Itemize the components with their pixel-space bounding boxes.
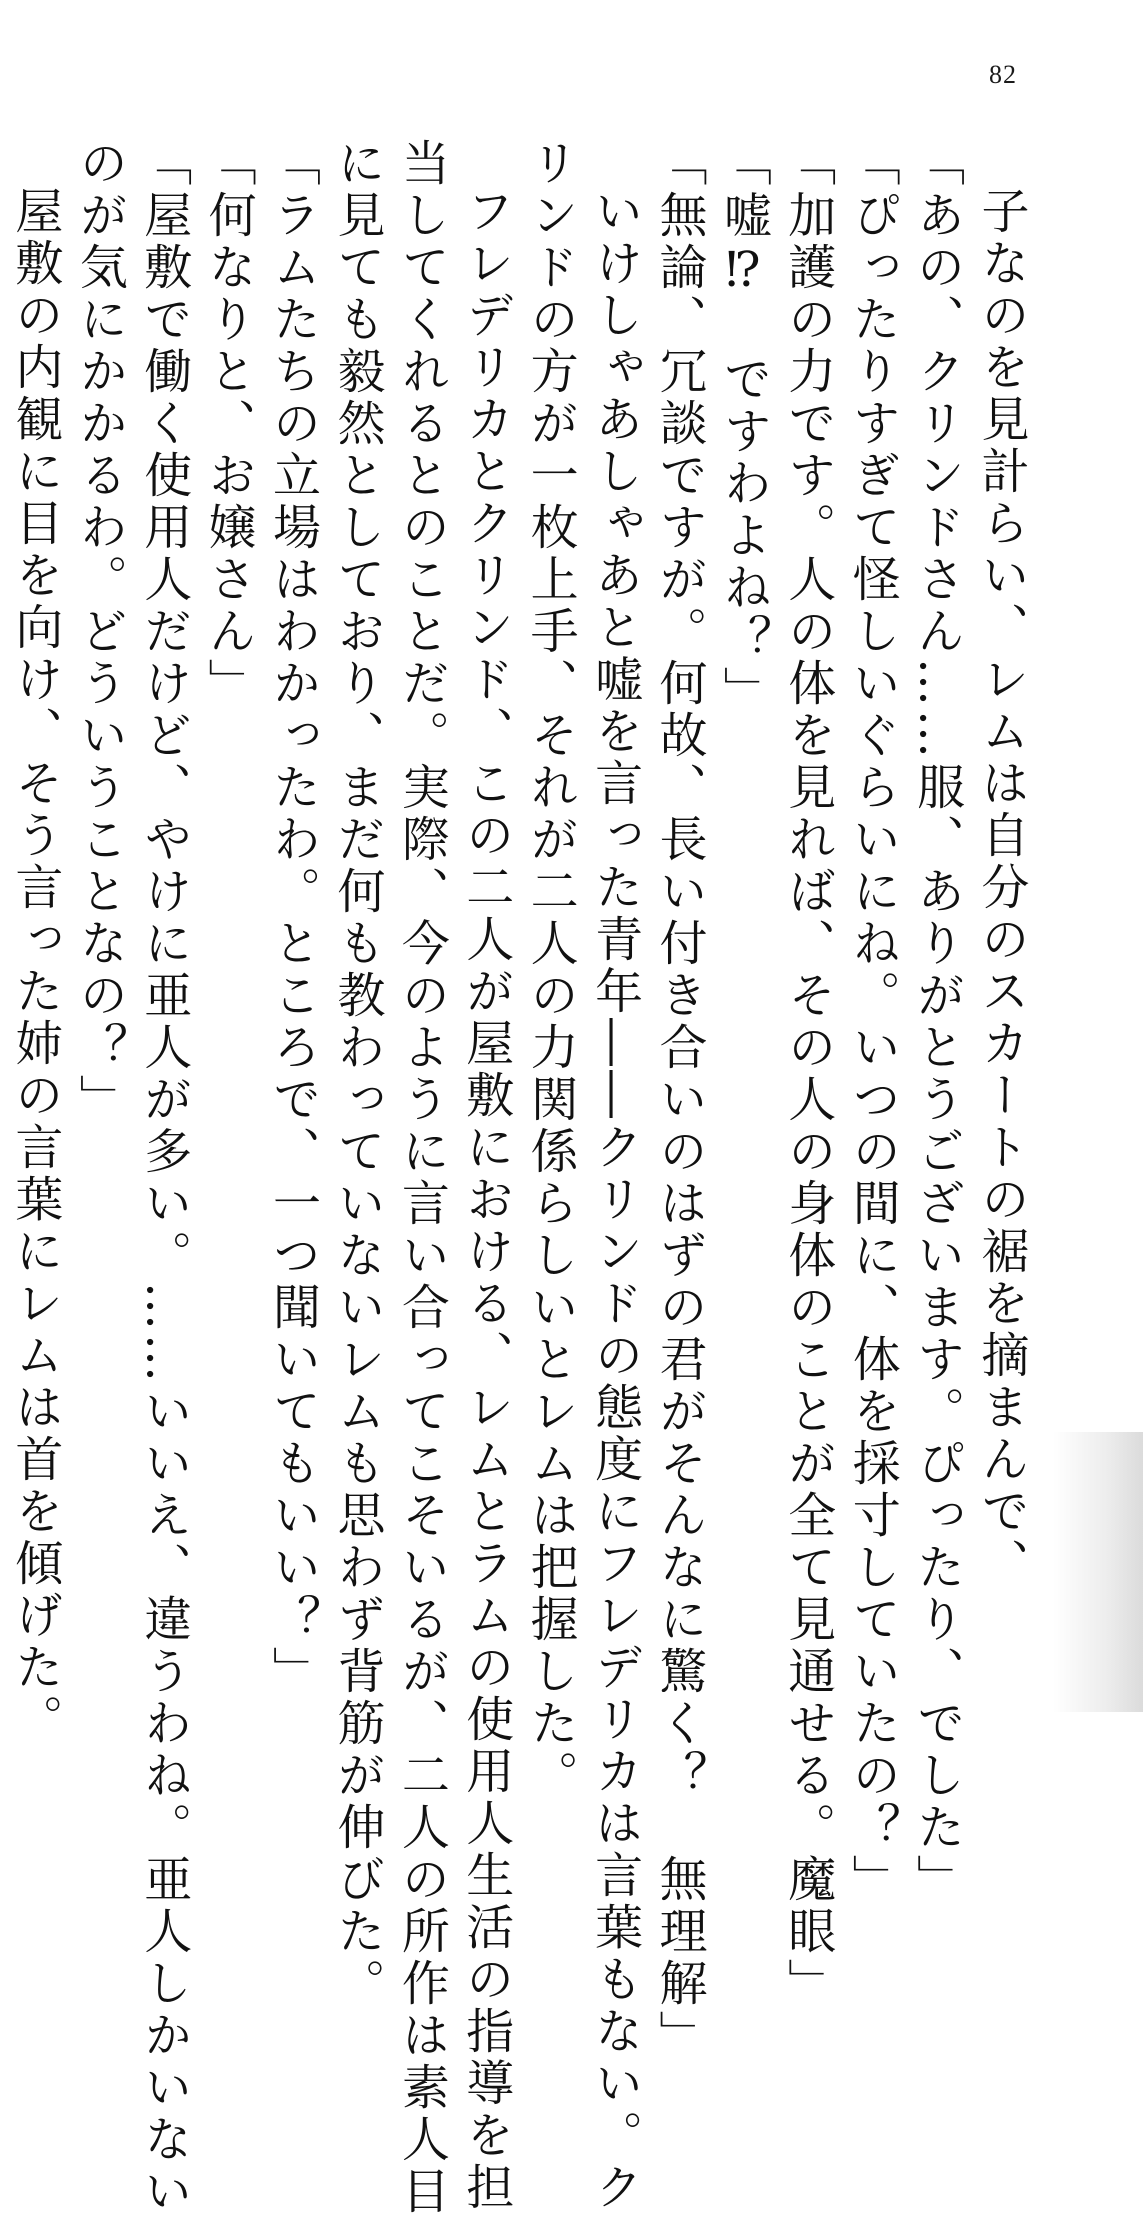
text-line: 「何なりと、お嬢さん」 <box>200 138 257 710</box>
text-line: 「加護の力です。人の体を見れば、その人の身体のことが全て見通せる。魔眼」 <box>779 138 836 2010</box>
text-line: 「屋敷で働く使用人だけど、やけに亜人が多い。……いいえ、違うわね。亜人しかいない <box>135 138 192 2218</box>
page-number: 82 <box>989 60 1017 89</box>
text-line: 「ぴったりすぎて怪しいぐらいにね。いつの間に、体を採寸していたの？」 <box>844 138 901 1906</box>
text-line: 「無論、冗談ですが。何故、長い付き合いのはずの君がそんなに驚く？ 無理解」 <box>650 138 707 2062</box>
text-line: リンドの方が一枚上手、それが二人の力関係らしいとレムは把握した。 <box>522 138 579 1802</box>
text-line: のが気にかかるわ。どういうことなの？」 <box>71 138 128 1126</box>
text-line: 当してくれるとのことだ。実際、今のように言い合ってこそいるが、二人の所作は素人目 <box>393 138 450 2218</box>
text-line: 屋敷の内観に目を向け、そう言った姉の言葉にレムは首を傾げた。 <box>6 186 63 1746</box>
scan-shadow <box>1053 1432 1143 1712</box>
text-line: 「嘘⁉ ですわよね？」 <box>715 138 772 718</box>
text-line: 子なのを見計らい、レムは自分のスカートの裾を摘まんで、 <box>973 186 1029 1590</box>
vertical-text-body <box>6 138 1033 2218</box>
text-line: 「ラムたちの立場はわかったわ。ところで、一つ聞いてもいい？」 <box>264 138 321 1698</box>
text-line: に見ても毅然としており、まだ何も教わっていないレムも思わず背筋が伸びた。 <box>328 138 385 2010</box>
text-line: フレデリカとクリンド、この二人が屋敷における、レムとラムの使用人生活の指導を担 <box>457 186 514 2214</box>
text-line: 「あの、クリンドさん……服、ありがとうございます。ぴったり、でした」 <box>908 138 965 1906</box>
text-line: いけしゃあしゃあと嘘を言った青年――クリンドの態度にフレデリカは言葉もない。ク <box>586 186 643 2214</box>
